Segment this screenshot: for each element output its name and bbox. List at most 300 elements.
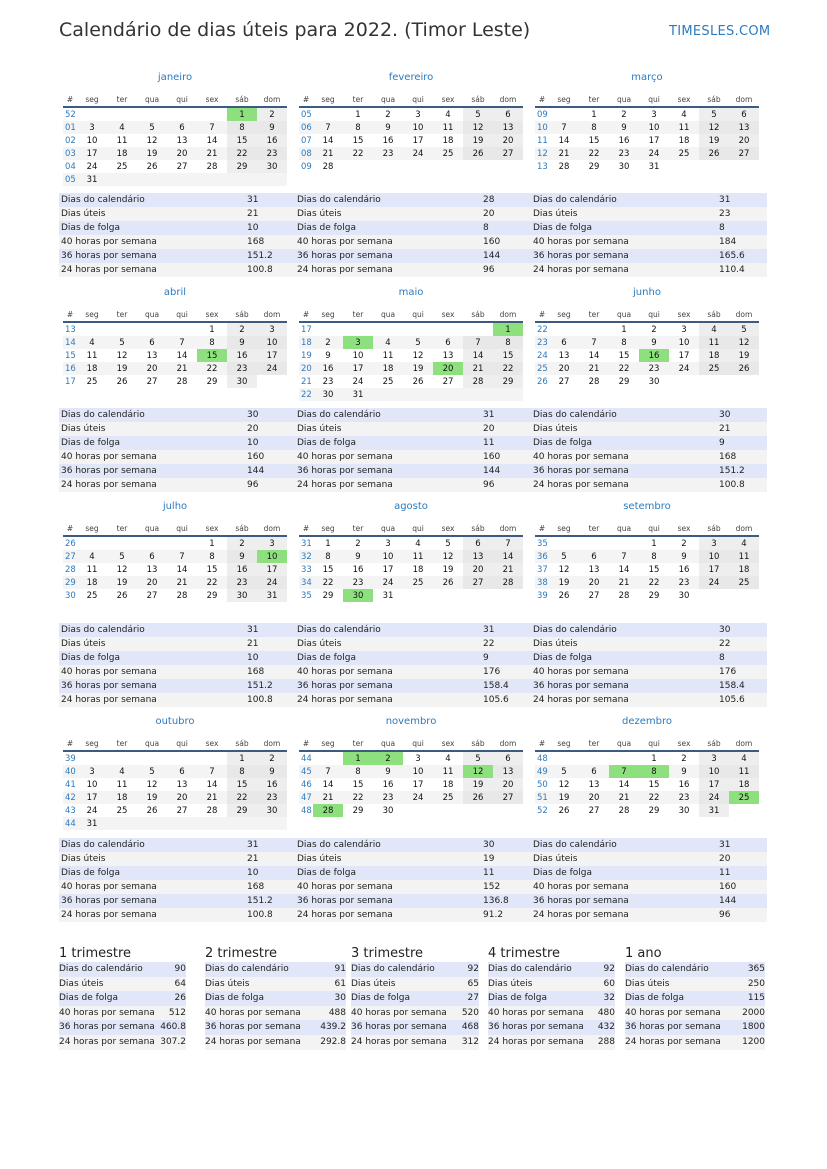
day-cell[interactable]: 3 — [257, 536, 287, 550]
day-cell[interactable]: 30 — [257, 804, 287, 817]
day-cell[interactable]: 16 — [257, 778, 287, 791]
day-cell[interactable]: 21 — [313, 147, 343, 160]
day-cell[interactable]: 12 — [558, 564, 570, 575]
day-cell[interactable]: 9 — [325, 350, 331, 361]
day-cell[interactable]: 22 — [197, 576, 227, 589]
day-cell[interactable]: 28 — [463, 375, 493, 388]
day-cell[interactable]: 22 — [609, 362, 639, 375]
day-cell[interactable]: 24 — [639, 147, 669, 160]
day-cell[interactable]: 24 — [257, 576, 287, 589]
day-cell[interactable]: 19 — [549, 791, 579, 804]
day-cell[interactable]: 30 — [678, 590, 690, 601]
day-cell[interactable]: 8 — [343, 765, 373, 778]
day-cell[interactable]: 11 — [403, 550, 433, 563]
day-cell[interactable]: 2 — [621, 109, 627, 120]
day-cell[interactable]: 26 — [146, 161, 158, 172]
day-cell[interactable]: 24 — [257, 362, 287, 375]
day-cell[interactable]: 5 — [403, 336, 433, 349]
day-cell[interactable]: 27 — [176, 805, 188, 816]
day-cell[interactable]: 23 — [373, 791, 403, 804]
day-cell[interactable]: 8 — [227, 765, 257, 778]
day-cell[interactable]: 16 — [618, 135, 630, 146]
day-cell[interactable]: 27 — [493, 147, 523, 160]
day-cell[interactable]: 10 — [86, 779, 98, 790]
day-cell[interactable]: 12 — [116, 350, 128, 361]
day-cell[interactable]: 8 — [609, 336, 639, 349]
day-cell[interactable]: 2 — [257, 107, 287, 121]
day-cell[interactable]: 5 — [107, 336, 137, 349]
day-cell[interactable]: 29 — [352, 805, 364, 816]
holiday-day[interactable]: 20 — [433, 362, 463, 375]
day-cell[interactable]: 23 — [639, 362, 669, 375]
day-cell[interactable]: 16 — [352, 564, 364, 575]
day-cell[interactable]: 12 — [433, 550, 463, 563]
holiday-day[interactable]: 28 — [313, 804, 343, 817]
day-cell[interactable]: 8 — [493, 336, 523, 349]
day-cell[interactable]: 28 — [176, 376, 188, 387]
day-cell[interactable]: 3 — [77, 765, 107, 778]
day-cell[interactable]: 13 — [558, 350, 570, 361]
day-cell[interactable]: 3 — [415, 753, 421, 764]
day-cell[interactable]: 28 — [493, 576, 523, 589]
day-cell[interactable]: 19 — [699, 134, 729, 147]
day-cell[interactable]: 7 — [167, 336, 197, 349]
day-cell[interactable]: 19 — [137, 147, 167, 160]
day-cell[interactable]: 13 — [588, 564, 600, 575]
day-cell[interactable]: 1 — [209, 538, 215, 549]
day-cell[interactable]: 22 — [227, 147, 257, 160]
day-cell[interactable]: 14 — [618, 779, 630, 790]
day-cell[interactable]: 2 — [257, 751, 287, 765]
day-cell[interactable]: 25 — [433, 147, 463, 160]
day-cell[interactable]: 27 — [558, 376, 570, 387]
day-cell[interactable]: 16 — [227, 349, 257, 362]
day-cell[interactable]: 22 — [639, 791, 669, 804]
day-cell[interactable]: 12 — [412, 350, 424, 361]
day-cell[interactable]: 5 — [699, 107, 729, 121]
day-cell[interactable]: 20 — [137, 362, 167, 375]
day-cell[interactable]: 13 — [442, 350, 454, 361]
day-cell[interactable]: 7 — [549, 121, 579, 134]
day-cell[interactable]: 29 — [227, 804, 257, 817]
day-cell[interactable]: 29 — [227, 160, 257, 173]
day-cell[interactable]: 6 — [137, 336, 167, 349]
day-cell[interactable]: 18 — [373, 362, 403, 375]
day-cell[interactable]: 23 — [343, 576, 373, 589]
day-cell[interactable]: 12 — [558, 779, 570, 790]
day-cell[interactable]: 25 — [86, 590, 98, 601]
day-cell[interactable]: 1 — [621, 324, 627, 335]
day-cell[interactable]: 12 — [146, 135, 158, 146]
day-cell[interactable]: 7 — [197, 765, 227, 778]
day-cell[interactable]: 26 — [433, 576, 463, 589]
day-cell[interactable]: 16 — [678, 564, 690, 575]
day-cell[interactable]: 6 — [493, 751, 523, 765]
day-cell[interactable]: 18 — [107, 147, 137, 160]
day-cell[interactable]: 25 — [729, 576, 759, 589]
day-cell[interactable]: 11 — [729, 550, 759, 563]
day-cell[interactable]: 26 — [729, 362, 759, 375]
day-cell[interactable]: 4 — [445, 753, 451, 764]
day-cell[interactable]: 16 — [227, 563, 257, 576]
day-cell[interactable]: 20 — [579, 576, 609, 589]
day-cell[interactable]: 4 — [445, 109, 451, 120]
day-cell[interactable]: 26 — [116, 590, 128, 601]
day-cell[interactable]: 19 — [107, 576, 137, 589]
day-cell[interactable]: 10 — [257, 336, 287, 349]
day-cell[interactable]: 6 — [579, 765, 609, 778]
day-cell[interactable]: 16 — [678, 779, 690, 790]
day-cell[interactable]: 4 — [77, 550, 107, 563]
day-cell[interactable]: 24 — [699, 576, 729, 589]
day-cell[interactable]: 11 — [699, 336, 729, 349]
day-cell[interactable]: 23 — [227, 576, 257, 589]
day-cell[interactable]: 31 — [699, 804, 729, 817]
day-cell[interactable]: 13 — [493, 121, 523, 134]
day-cell[interactable]: 19 — [107, 362, 137, 375]
day-cell[interactable]: 24 — [669, 362, 699, 375]
day-cell[interactable]: 8 — [313, 550, 343, 563]
day-cell[interactable]: 20 — [167, 147, 197, 160]
day-cell[interactable]: 30 — [618, 161, 630, 172]
day-cell[interactable]: 24 — [86, 161, 98, 172]
day-cell[interactable]: 30 — [227, 375, 257, 388]
day-cell[interactable]: 28 — [322, 161, 334, 172]
day-cell[interactable]: 26 — [146, 805, 158, 816]
day-cell[interactable]: 23 — [257, 791, 287, 804]
day-cell[interactable]: 9 — [227, 550, 257, 563]
day-cell[interactable]: 13 — [729, 121, 759, 134]
day-cell[interactable]: 22 — [343, 147, 373, 160]
day-cell[interactable]: 8 — [639, 550, 669, 563]
day-cell[interactable]: 11 — [382, 350, 394, 361]
day-cell[interactable]: 21 — [197, 791, 227, 804]
day-cell[interactable]: 25 — [116, 805, 128, 816]
holiday-day[interactable]: 3 — [343, 336, 373, 349]
day-cell[interactable]: 3 — [651, 109, 657, 120]
day-cell[interactable]: 6 — [729, 107, 759, 121]
day-cell[interactable]: 1 — [591, 109, 597, 120]
day-cell[interactable]: 30 — [382, 805, 394, 816]
day-cell[interactable]: 22 — [313, 576, 343, 589]
day-cell[interactable]: 5 — [107, 550, 137, 563]
day-cell[interactable]: 10 — [403, 765, 433, 778]
day-cell[interactable]: 14 — [558, 135, 570, 146]
day-cell[interactable]: 28 — [618, 805, 630, 816]
day-cell[interactable]: 22 — [579, 147, 609, 160]
day-cell[interactable]: 29 — [493, 375, 523, 388]
day-cell[interactable]: 17 — [412, 779, 424, 790]
day-cell[interactable]: 14 — [322, 135, 334, 146]
day-cell[interactable]: 24 — [403, 791, 433, 804]
day-cell[interactable]: 23 — [373, 147, 403, 160]
day-cell[interactable]: 6 — [137, 550, 167, 563]
day-cell[interactable]: 14 — [176, 564, 188, 575]
day-cell[interactable]: 18 — [678, 135, 690, 146]
holiday-day[interactable]: 2 — [373, 751, 403, 765]
day-cell[interactable]: 21 — [167, 576, 197, 589]
day-cell[interactable]: 15 — [206, 564, 218, 575]
holiday-day[interactable]: 1 — [227, 107, 257, 121]
day-cell[interactable]: 6 — [433, 336, 463, 349]
day-cell[interactable]: 24 — [699, 791, 729, 804]
day-cell[interactable]: 10 — [352, 350, 364, 361]
day-cell[interactable]: 18 — [412, 564, 424, 575]
day-cell[interactable]: 27 — [146, 376, 158, 387]
day-cell[interactable]: 19 — [442, 564, 454, 575]
day-cell[interactable]: 9 — [639, 336, 669, 349]
day-cell[interactable]: 20 — [579, 791, 609, 804]
day-cell[interactable]: 28 — [588, 376, 600, 387]
day-cell[interactable]: 11 — [669, 121, 699, 134]
day-cell[interactable]: 5 — [137, 121, 167, 134]
day-cell[interactable]: 17 — [648, 135, 660, 146]
day-cell[interactable]: 2 — [681, 753, 687, 764]
day-cell[interactable]: 17 — [382, 564, 394, 575]
day-cell[interactable]: 20 — [549, 362, 579, 375]
day-cell[interactable]: 15 — [588, 135, 600, 146]
day-cell[interactable]: 16 — [382, 779, 394, 790]
day-cell[interactable]: 3 — [257, 322, 287, 336]
day-cell[interactable]: 25 — [403, 576, 433, 589]
day-cell[interactable]: 30 — [257, 160, 287, 173]
day-cell[interactable]: 14 — [588, 350, 600, 361]
day-cell[interactable]: 25 — [433, 791, 463, 804]
day-cell[interactable]: 9 — [373, 765, 403, 778]
day-cell[interactable]: 6 — [493, 107, 523, 121]
day-cell[interactable]: 24 — [352, 376, 364, 387]
day-cell[interactable]: 1 — [227, 751, 257, 765]
day-cell[interactable]: 17 — [257, 349, 287, 362]
day-cell[interactable]: 31 — [77, 173, 107, 186]
day-cell[interactable]: 21 — [313, 791, 343, 804]
day-cell[interactable]: 4 — [729, 536, 759, 550]
day-cell[interactable]: 28 — [558, 161, 570, 172]
day-cell[interactable]: 30 — [227, 589, 257, 602]
day-cell[interactable]: 27 — [729, 147, 759, 160]
day-cell[interactable]: 21 — [549, 147, 579, 160]
day-cell[interactable]: 18 — [729, 563, 759, 576]
day-cell[interactable]: 22 — [227, 791, 257, 804]
day-cell[interactable]: 18 — [699, 349, 729, 362]
day-cell[interactable]: 31 — [343, 388, 373, 401]
day-cell[interactable]: 14 — [206, 779, 218, 790]
day-cell[interactable]: 16 — [257, 134, 287, 147]
day-cell[interactable]: 30 — [678, 805, 690, 816]
holiday-day[interactable]: 30 — [343, 589, 373, 602]
day-cell[interactable]: 15 — [648, 564, 660, 575]
day-cell[interactable]: 28 — [206, 161, 218, 172]
day-cell[interactable]: 7 — [493, 536, 523, 550]
day-cell[interactable]: 19 — [403, 362, 433, 375]
holiday-day[interactable]: 12 — [463, 765, 493, 778]
day-cell[interactable]: 4 — [699, 322, 729, 336]
day-cell[interactable]: 1 — [209, 324, 215, 335]
day-cell[interactable]: 14 — [463, 349, 493, 362]
day-cell[interactable]: 19 — [729, 349, 759, 362]
day-cell[interactable]: 21 — [609, 791, 639, 804]
day-cell[interactable]: 3 — [699, 751, 729, 765]
day-cell[interactable]: 8 — [197, 550, 227, 563]
day-cell[interactable]: 31 — [77, 817, 107, 830]
holiday-day[interactable]: 10 — [257, 550, 287, 563]
day-cell[interactable]: 1 — [651, 538, 657, 549]
day-cell[interactable]: 24 — [86, 805, 98, 816]
day-cell[interactable]: 4 — [77, 336, 107, 349]
day-cell[interactable]: 2 — [227, 322, 257, 336]
day-cell[interactable]: 4 — [107, 765, 137, 778]
day-cell[interactable]: 22 — [197, 362, 227, 375]
day-cell[interactable]: 1 — [651, 753, 657, 764]
day-cell[interactable]: 20 — [729, 134, 759, 147]
day-cell[interactable]: 17 — [699, 563, 729, 576]
day-cell[interactable]: 11 — [86, 564, 98, 575]
day-cell[interactable]: 29 — [206, 376, 218, 387]
day-cell[interactable]: 15 — [352, 135, 364, 146]
day-cell[interactable]: 26 — [558, 805, 570, 816]
day-cell[interactable]: 2 — [355, 538, 361, 549]
day-cell[interactable]: 22 — [639, 576, 669, 589]
day-cell[interactable]: 14 — [206, 135, 218, 146]
day-cell[interactable]: 21 — [167, 362, 197, 375]
day-cell[interactable]: 9 — [227, 336, 257, 349]
day-cell[interactable]: 4 — [415, 538, 421, 549]
day-cell[interactable]: 27 — [176, 161, 188, 172]
day-cell[interactable]: 18 — [77, 362, 107, 375]
day-cell[interactable]: 9 — [669, 765, 699, 778]
day-cell[interactable]: 27 — [588, 805, 600, 816]
day-cell[interactable]: 26 — [699, 147, 729, 160]
day-cell[interactable]: 18 — [729, 778, 759, 791]
day-cell[interactable]: 31 — [648, 161, 660, 172]
day-cell[interactable]: 21 — [463, 362, 493, 375]
day-cell[interactable]: 19 — [463, 778, 493, 791]
day-cell[interactable]: 18 — [77, 576, 107, 589]
day-cell[interactable]: 26 — [463, 147, 493, 160]
day-cell[interactable]: 10 — [699, 765, 729, 778]
day-cell[interactable]: 18 — [442, 779, 454, 790]
day-cell[interactable]: 7 — [167, 550, 197, 563]
day-cell[interactable]: 11 — [433, 765, 463, 778]
day-cell[interactable]: 3 — [385, 538, 391, 549]
day-cell[interactable]: 10 — [699, 550, 729, 563]
day-cell[interactable]: 17 — [77, 791, 107, 804]
day-cell[interactable]: 27 — [493, 791, 523, 804]
day-cell[interactable]: 17 — [77, 147, 107, 160]
day-cell[interactable]: 4 — [373, 336, 403, 349]
day-cell[interactable]: 12 — [729, 336, 759, 349]
day-cell[interactable]: 8 — [227, 121, 257, 134]
day-cell[interactable]: 13 — [463, 550, 493, 563]
day-cell[interactable]: 7 — [579, 336, 609, 349]
day-cell[interactable]: 20 — [167, 791, 197, 804]
holiday-day[interactable]: 8 — [639, 765, 669, 778]
day-cell[interactable]: 4 — [729, 751, 759, 765]
day-cell[interactable]: 28 — [176, 590, 188, 601]
day-cell[interactable]: 23 — [322, 376, 334, 387]
day-cell[interactable]: 3 — [681, 324, 687, 335]
day-cell[interactable]: 27 — [146, 590, 158, 601]
day-cell[interactable]: 9 — [257, 121, 287, 134]
day-cell[interactable]: 5 — [549, 765, 579, 778]
day-cell[interactable]: 6 — [167, 765, 197, 778]
day-cell[interactable]: 13 — [176, 779, 188, 790]
day-cell[interactable]: 2 — [227, 536, 257, 550]
day-cell[interactable]: 12 — [699, 121, 729, 134]
day-cell[interactable]: 25 — [116, 161, 128, 172]
day-cell[interactable]: 21 — [609, 576, 639, 589]
brand-link[interactable]: TIMESLES.COM — [669, 24, 771, 39]
day-cell[interactable]: 9 — [669, 550, 699, 563]
day-cell[interactable]: 23 — [227, 362, 257, 375]
day-cell[interactable]: 25 — [669, 147, 699, 160]
day-cell[interactable]: 10 — [403, 121, 433, 134]
day-cell[interactable]: 6 — [167, 121, 197, 134]
day-cell[interactable]: 9 — [373, 121, 403, 134]
day-cell[interactable]: 15 — [493, 349, 523, 362]
holiday-day[interactable]: 25 — [729, 791, 759, 804]
day-cell[interactable]: 21 — [197, 147, 227, 160]
day-cell[interactable]: 9 — [609, 121, 639, 134]
day-cell[interactable]: 7 — [609, 550, 639, 563]
day-cell[interactable]: 2 — [651, 324, 657, 335]
day-cell[interactable]: 17 — [699, 778, 729, 791]
day-cell[interactable]: 15 — [227, 134, 257, 147]
day-cell[interactable]: 30 — [313, 388, 343, 401]
day-cell[interactable]: 6 — [549, 336, 579, 349]
day-cell[interactable]: 21 — [579, 362, 609, 375]
day-cell[interactable]: 20 — [463, 563, 493, 576]
day-cell[interactable]: 27 — [442, 376, 454, 387]
day-cell[interactable]: 10 — [669, 336, 699, 349]
day-cell[interactable]: 29 — [648, 805, 660, 816]
day-cell[interactable]: 30 — [648, 376, 660, 387]
day-cell[interactable]: 27 — [463, 576, 493, 589]
day-cell[interactable]: 17 — [343, 362, 373, 375]
day-cell[interactable]: 15 — [322, 564, 334, 575]
day-cell[interactable]: 31 — [382, 590, 394, 601]
day-cell[interactable]: 11 — [86, 350, 98, 361]
day-cell[interactable]: 10 — [86, 135, 98, 146]
day-cell[interactable]: 19 — [137, 791, 167, 804]
day-cell[interactable]: 15 — [352, 779, 364, 790]
day-cell[interactable]: 22 — [343, 791, 373, 804]
day-cell[interactable]: 23 — [257, 147, 287, 160]
day-cell[interactable]: 1 — [325, 538, 331, 549]
day-cell[interactable]: 5 — [463, 751, 493, 765]
day-cell[interactable]: 4 — [107, 121, 137, 134]
day-cell[interactable]: 29 — [618, 376, 630, 387]
day-cell[interactable]: 16 — [313, 362, 343, 375]
day-cell[interactable]: 27 — [588, 590, 600, 601]
day-cell[interactable]: 23 — [669, 791, 699, 804]
day-cell[interactable]: 20 — [493, 778, 523, 791]
day-cell[interactable]: 13 — [176, 135, 188, 146]
day-cell[interactable]: 12 — [116, 564, 128, 575]
day-cell[interactable]: 2 — [313, 336, 343, 349]
holiday-day[interactable]: 7 — [609, 765, 639, 778]
day-cell[interactable]: 29 — [206, 590, 218, 601]
day-cell[interactable]: 5 — [549, 550, 579, 563]
day-cell[interactable]: 29 — [648, 590, 660, 601]
day-cell[interactable]: 19 — [463, 134, 493, 147]
day-cell[interactable]: 26 — [412, 376, 424, 387]
day-cell[interactable]: 26 — [463, 791, 493, 804]
day-cell[interactable]: 26 — [558, 590, 570, 601]
day-cell[interactable]: 16 — [382, 135, 394, 146]
day-cell[interactable]: 26 — [116, 376, 128, 387]
day-cell[interactable]: 14 — [322, 779, 334, 790]
